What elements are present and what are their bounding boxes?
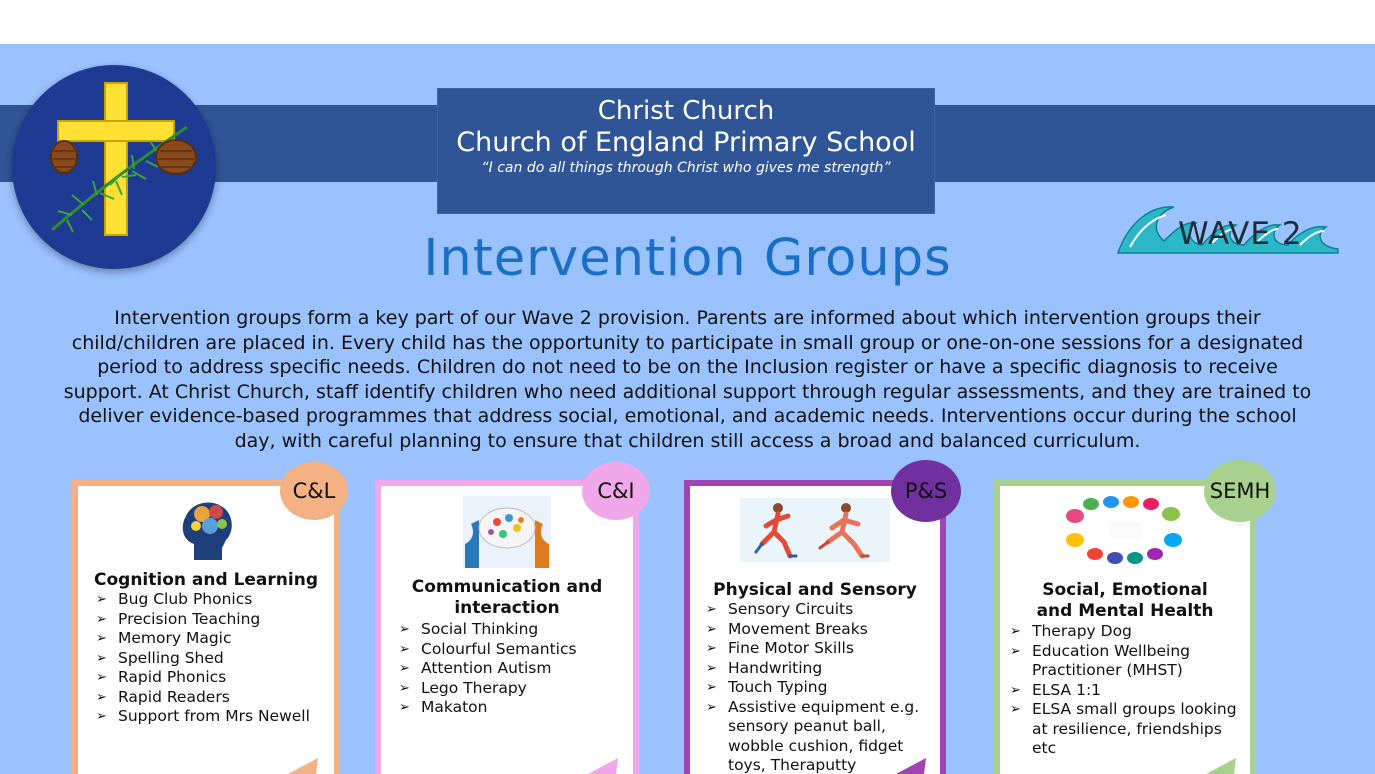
- list-item: ➢ Therapy Dog: [1008, 622, 1238, 642]
- card-physical-sensory: [684, 480, 946, 774]
- badge-ci: C&I: [582, 462, 650, 520]
- card-title: Communication and interaction: [411, 577, 603, 618]
- card-social-emotional: [994, 480, 1256, 774]
- list-item: ➢ Movement Breaks: [704, 620, 930, 640]
- list-item: ➢ Support from Mrs Newell: [94, 707, 324, 727]
- list-item: ➢ Precision Teaching: [94, 610, 324, 630]
- card-list: [94, 590, 324, 727]
- list-item: ➢ Rapid Readers: [94, 688, 324, 708]
- badge-semh: SEMH: [1204, 460, 1276, 522]
- intro-paragraph: Intervention groups form a key part of our Wave 2 provision. Parents are informed about which intervention groups their child/children are placed in. Every child has the opportunity to participate in small group or one-on-one sessions for a designated period to address specific needs. Children do not need to be on the Inclusion register or have a specific diagnosis to receive support. At Christ Church, staff identify children who need additional support through regular assessments, and they are trained to deliver evidence-based programmes that address social, emotional, and academic needs. Interventions occur during the school day, with careful planning to ensure that children still access a broad and balanced curriculum.: [63, 307, 1312, 452]
- slide: [0, 44, 1375, 774]
- list-item: ➢ Spelling Shed: [94, 649, 324, 669]
- list-item: ➢ ELSA 1:1: [1008, 681, 1238, 701]
- school-name-line2: Church of England Primary School: [456, 127, 916, 158]
- list-item: ➢ Colourful Semantics: [397, 640, 623, 660]
- list-item: ➢ Handwriting: [704, 659, 930, 679]
- list-item: ➢ ELSA small groups looking at resilience, friendships etc: [1008, 700, 1238, 759]
- list-item: ➢ Bug Club Phonics: [94, 590, 324, 610]
- school-title-box: [438, 89, 934, 213]
- card-cognition-learning: [72, 480, 340, 774]
- page-title: Intervention Groups: [423, 229, 952, 288]
- page-fold-icon: [1206, 758, 1252, 774]
- school-name-line1: Christ Church: [597, 96, 775, 126]
- card-title: Cognition and Learning: [94, 570, 318, 590]
- card-list: [397, 620, 623, 718]
- card-list: [1008, 622, 1238, 759]
- page-fold-icon: [288, 758, 334, 774]
- list-item: ➢ Sensory Circuits: [704, 600, 930, 620]
- card-title: Physical and Sensory: [713, 580, 917, 600]
- page-fold-icon: [588, 758, 634, 774]
- list-item: ➢ Assistive equipment e.g. sensory peanut ball, wobble cushion, fidget toys, Theraputty: [704, 698, 930, 774]
- list-item: ➢ Attention Autism: [397, 659, 623, 679]
- card-list: [704, 600, 930, 774]
- page-fold-icon: [896, 758, 942, 774]
- list-item: ➢ Social Thinking: [397, 620, 623, 640]
- list-item: ➢ Memory Magic: [94, 629, 324, 649]
- card-title: Social, Emotional and Mental Health: [1036, 580, 1214, 621]
- list-item: ➢ Rapid Phonics: [94, 668, 324, 688]
- card-communication-interaction: [375, 480, 639, 774]
- badge-cl: C&L: [280, 462, 348, 520]
- list-item: ➢ Fine Motor Skills: [704, 639, 930, 659]
- wave-label: WAVE 2: [1178, 216, 1303, 252]
- badge-ps: P&S: [891, 460, 961, 522]
- list-item: ➢ Lego Therapy: [397, 679, 623, 699]
- list-item: ➢ Makaton: [397, 698, 623, 718]
- school-motto: “I can do all things through Christ who gives me strength”: [481, 160, 891, 176]
- list-item: ➢ Education Wellbeing Practitioner (MHST): [1008, 642, 1238, 681]
- list-item: ➢ Touch Typing: [704, 678, 930, 698]
